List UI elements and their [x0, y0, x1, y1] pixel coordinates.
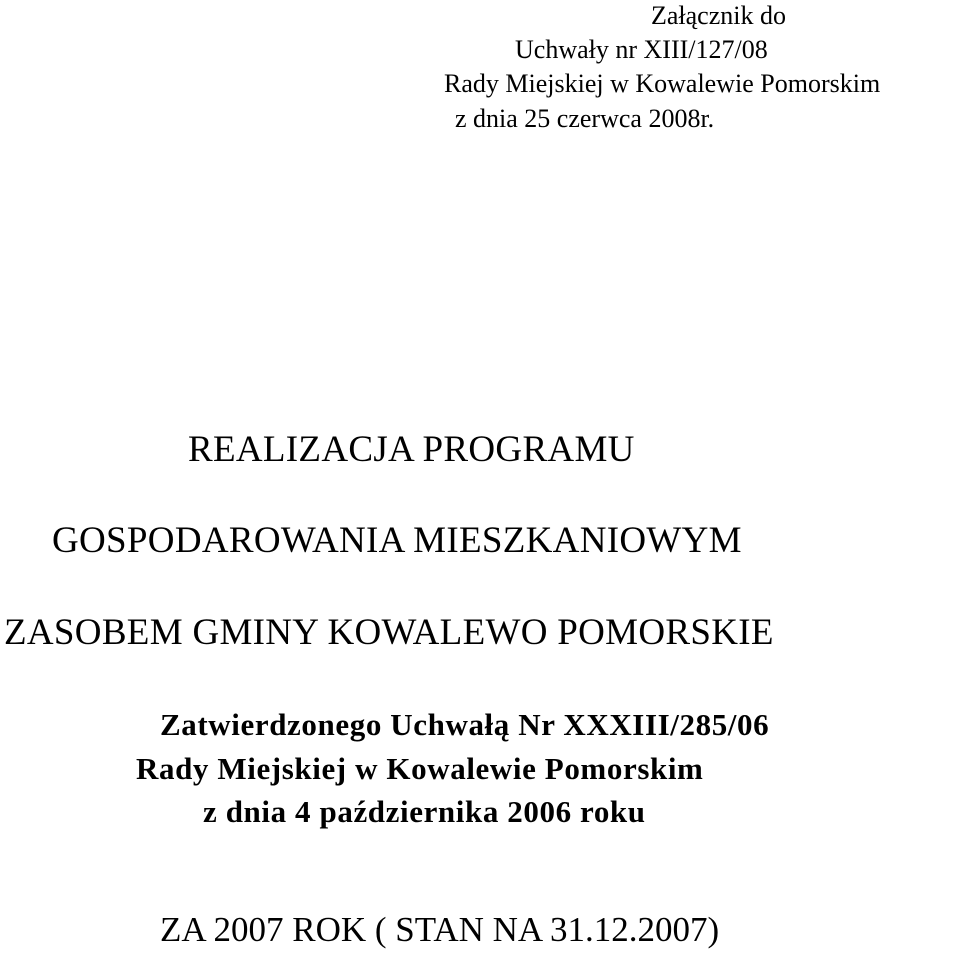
- reporting-period: ZA 2007 ROK ( STAN NA 31.12.2007): [160, 910, 720, 949]
- approval-line-2: Rady Miejskiej w Kowalewie Pomorskim: [136, 751, 704, 786]
- annex-line-4: z dnia 25 czerwca 2008r.: [455, 104, 715, 133]
- approval-line-3: z dnia 4 października 2006 roku: [203, 794, 646, 829]
- title-line-2: GOSPODAROWANIA MIESZKANIOWYM: [52, 520, 742, 561]
- annex-line-3: Rady Miejskiej w Kowalewie Pomorskim: [444, 69, 881, 98]
- title-line-1: REALIZACJA PROGRAMU: [188, 429, 635, 470]
- annex-line-2: Uchwały nr XIII/127/08: [515, 35, 768, 64]
- title-line-3: ZASOBEM GMINY KOWALEWO POMORSKIE: [4, 612, 774, 653]
- annex-line-1: Załącznik do: [651, 1, 786, 30]
- approval-line-1: Zatwierdzonego Uchwałą Nr XXXIII/285/06: [160, 707, 770, 742]
